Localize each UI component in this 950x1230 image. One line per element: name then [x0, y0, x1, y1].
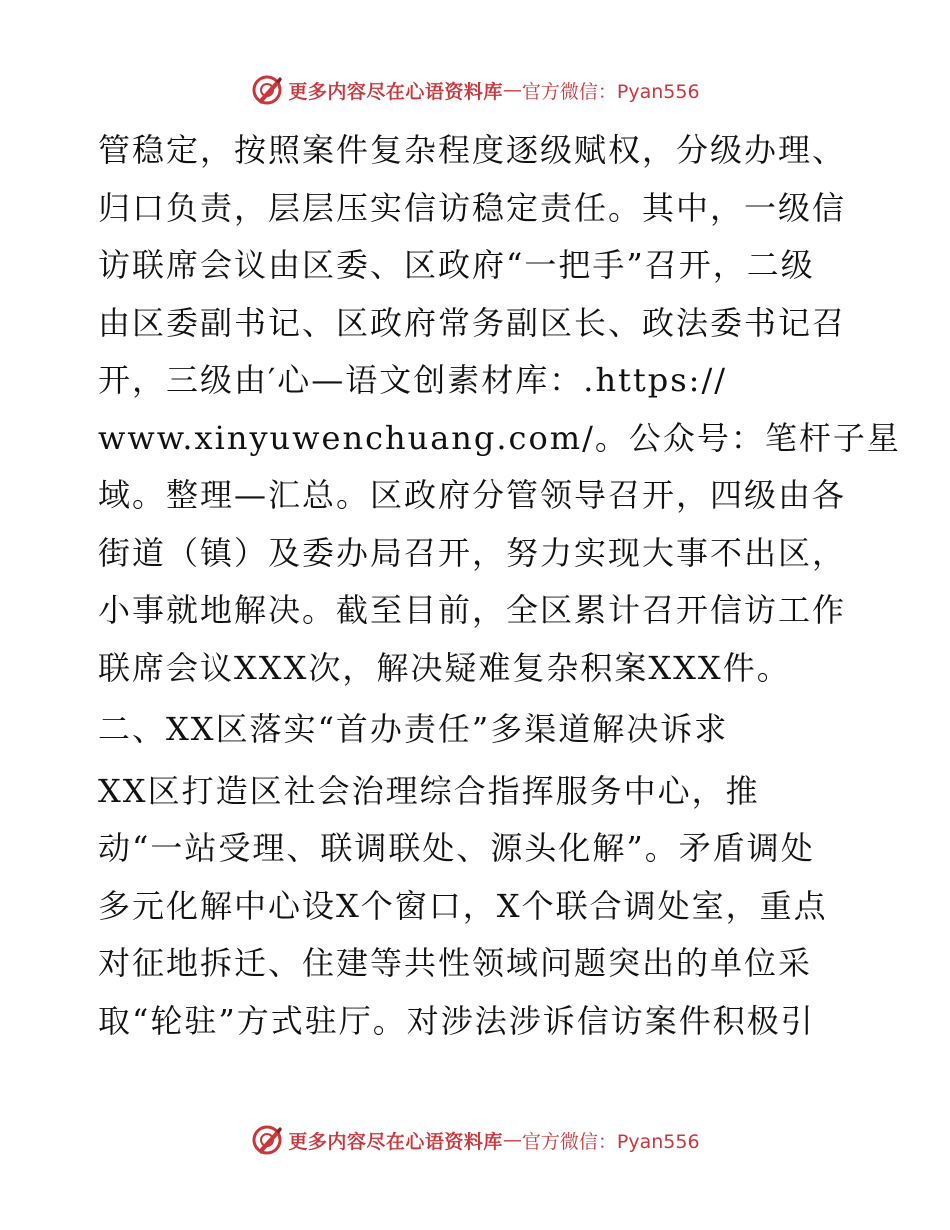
footer-banner	[0, 1120, 950, 1160]
body-line: 多元化解中心设X个窗口，X个联合调处室，重点	[98, 886, 828, 925]
body-line: XX区打造区社会治理综合指挥服务中心，推	[98, 771, 760, 810]
body-line: 取“轮驻”方式驻厅。对涉法涉诉信访案件积极引	[98, 1001, 815, 1040]
body-line: 联席会议XXX次，解决疑难复杂积案XXX件。	[98, 648, 791, 687]
document-body	[98, 122, 901, 1050]
body-line: 访联席会议由区委、区政府“一把手”召开，二级	[98, 246, 815, 284]
body-line: 管稳定，按照案件复杂程度逐级赋权，分级办理、	[98, 131, 847, 169]
body-line: 对征地拆迁、住建等共性领域问题突出的单位采	[98, 944, 813, 982]
body-line: 小事就地解决。截至目前，全区累计召开信访工作	[98, 591, 847, 629]
banner-wechat-text: 官方微信：Pyan556	[521, 1130, 700, 1153]
banner-wechat-text: 官方微信：Pyan556	[521, 80, 700, 103]
pen-logo-icon	[250, 73, 284, 107]
section-heading: 二、XX区落实“首办责任”多渠道解决诉求	[98, 710, 729, 748]
header-banner	[0, 70, 950, 110]
body-line: 街道（镇）及委办局召开，努力实现大事不出区，	[98, 533, 847, 572]
body-line: www.xinyuwenchuang.com/。公众号：笔杆子星	[98, 418, 901, 457]
body-line: 归口负责，层层压实信访稳定责任。其中，一级信	[98, 188, 847, 227]
banner-main-text: 更多内容尽在心语资料库	[288, 1130, 503, 1153]
body-line: 动“一站受理、联调联处、源头化解”。矛盾调处	[98, 829, 815, 867]
body-line: 域。整理—汇总。区政府分管领导召开，四级由各	[98, 476, 847, 514]
banner-separator: —	[502, 1129, 522, 1151]
banner-separator: —	[502, 79, 522, 101]
body-line: 由区委副书记、区政府常务副区长、政法委书记召	[98, 303, 847, 342]
banner-main-text: 更多内容尽在心语资料库	[288, 80, 503, 103]
pen-logo-icon	[250, 1123, 284, 1157]
body-line: 开，三级由′心—语文创素材库：.https://	[98, 361, 728, 399]
